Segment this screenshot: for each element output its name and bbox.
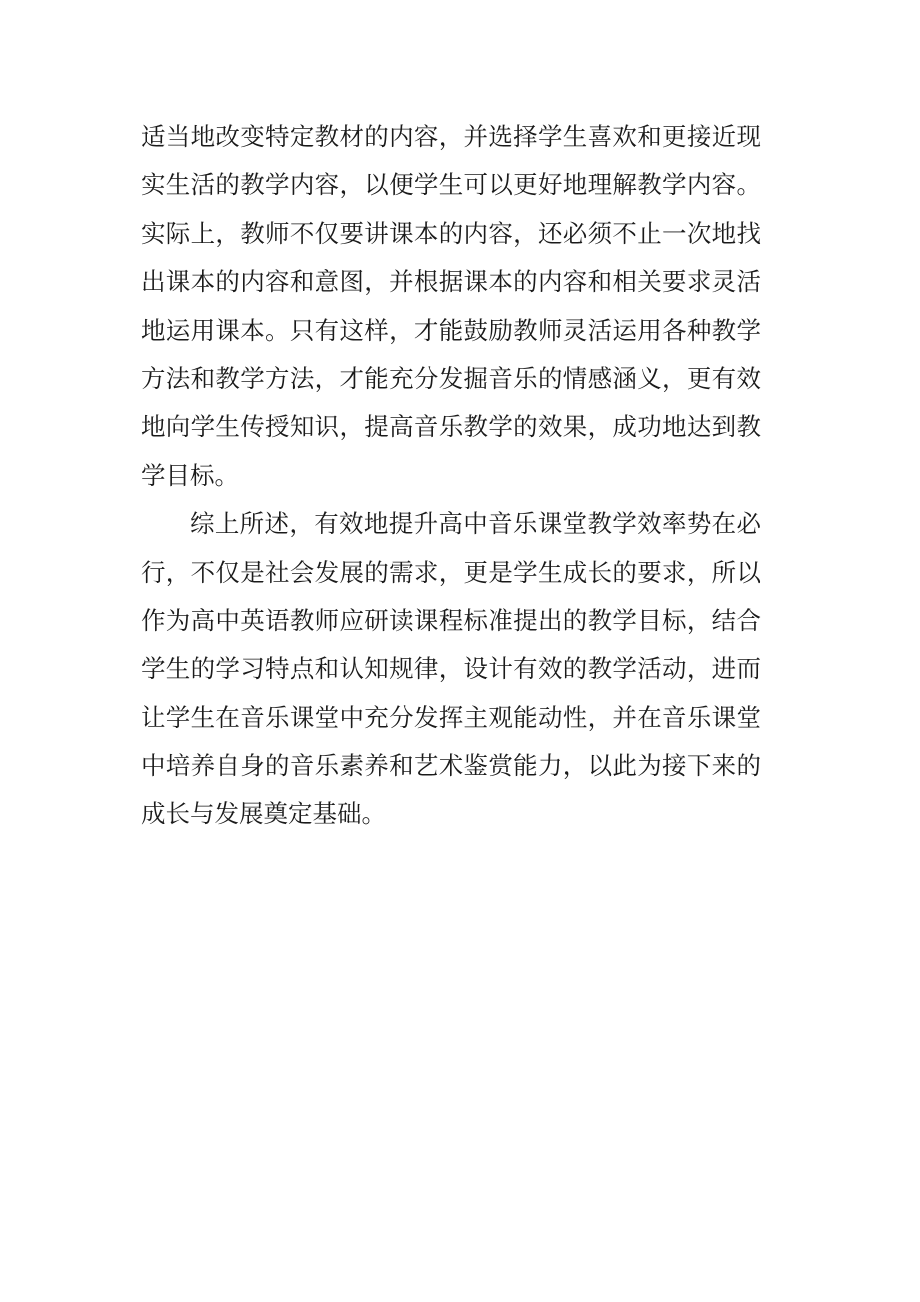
paragraph-line: 实际上，教师不仅要讲课本的内容，还必须不止一次地找 bbox=[141, 218, 761, 248]
paragraph-line: 适当地改变特定教材的内容，并选择学生喜欢和更接近现 bbox=[141, 122, 761, 151]
paragraph-line: 综上所述，有效地提升高中音乐课堂教学效率势在必 bbox=[190, 509, 761, 539]
paragraph-line: 成长与发展奠定基础。 bbox=[141, 799, 386, 829]
paragraph-line: 地向学生传授知识，提高音乐教学的效果，成功地达到教 bbox=[141, 412, 761, 442]
paragraph-2 bbox=[141, 500, 761, 839]
paragraph-line: 行，不仅是社会发展的需求，更是学生成长的要求，所以 bbox=[141, 557, 761, 587]
body-text bbox=[141, 113, 761, 839]
paragraph-line: 学目标。 bbox=[141, 460, 239, 490]
paragraph-line: 作为高中英语教师应研读课程标准提出的教学目标，结合 bbox=[141, 605, 761, 635]
paragraph-1 bbox=[141, 113, 761, 500]
paragraph-line: 实生活的教学内容，以便学生可以更好地理解教学内容。 bbox=[141, 170, 761, 200]
paragraph-line: 出课本的内容和意图，并根据课本的内容和相关要求灵活 bbox=[141, 267, 761, 297]
paragraph-line: 让学生在音乐课堂中充分发挥主观能动性，并在音乐课堂 bbox=[141, 702, 761, 732]
paragraph-line: 学生的学习特点和认知规律，设计有效的教学活动，进而 bbox=[141, 654, 761, 684]
paragraph-line: 中培养自身的音乐素养和艺术鉴赏能力，以此为接下来的 bbox=[141, 751, 761, 781]
paragraph-line: 方法和教学方法，才能充分发掘音乐的情感涵义，更有效 bbox=[141, 363, 761, 393]
paragraph-line: 地运用课本。只有这样，才能鼓励教师灵活运用各种教学 bbox=[141, 315, 761, 345]
